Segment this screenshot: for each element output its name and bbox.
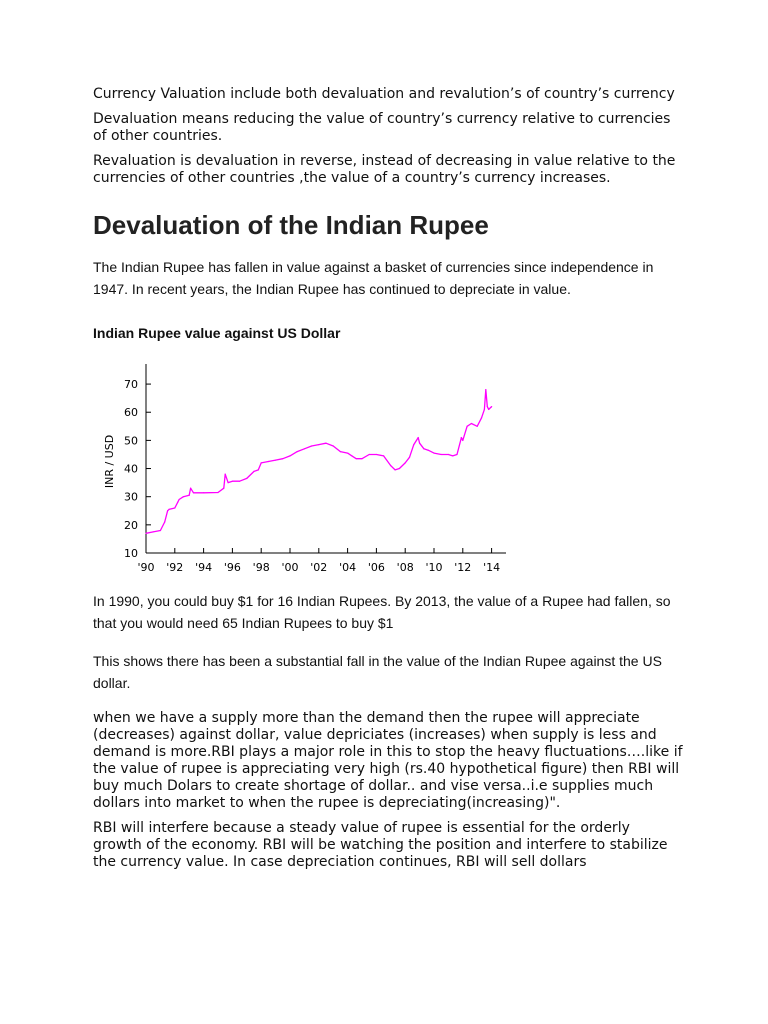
data-point [351, 455, 352, 456]
data-point [225, 474, 226, 475]
data-point [311, 445, 312, 446]
x-tick-label: '10 [425, 561, 443, 574]
body-paragraph-2: RBI will interfere because a steady value of rupee is essential for the orderly growth of the economy. RBI will be watching the position and interfere to stabilize the currency value. In case depreciation continues, RBI will sell dollars [93, 820, 668, 870]
data-point [168, 509, 169, 510]
data-point [297, 451, 298, 452]
data-point [289, 455, 290, 456]
x-tick-label: '98 [252, 561, 270, 574]
chart-title: Indian Rupee value against US Dollar [93, 325, 341, 341]
y-tick-label: 30 [124, 490, 138, 504]
data-point [448, 454, 449, 455]
data-point [253, 471, 254, 472]
data-point [325, 443, 326, 444]
x-tick-label: '94 [195, 561, 213, 574]
data-point [193, 492, 194, 493]
x-tick-label: '90 [137, 561, 155, 574]
document-page [93, 86, 683, 879]
data-point [167, 510, 168, 511]
data-point [485, 389, 486, 390]
data-point [189, 495, 190, 496]
x-tick-label: '14 [483, 561, 501, 574]
section-heading: Devaluation of the Indian Rupee [93, 210, 489, 240]
data-point [239, 481, 240, 482]
chart-container [83, 362, 523, 582]
data-point [304, 448, 305, 449]
x-tick-label: '02 [310, 561, 328, 574]
data-point [361, 458, 362, 459]
data-point [399, 468, 400, 469]
data-point [333, 445, 334, 446]
data-point [223, 488, 224, 489]
data-point [261, 462, 262, 463]
rupee-usd-line-chart [83, 362, 523, 582]
y-tick-label: 10 [124, 547, 138, 560]
data-point [481, 417, 482, 418]
data-point [232, 481, 233, 482]
data-point [318, 444, 319, 445]
data-point [390, 465, 391, 466]
data-point [217, 492, 218, 493]
x-tick-label: '08 [396, 561, 414, 574]
data-point [340, 451, 341, 452]
data-point [246, 478, 247, 479]
data-point [462, 440, 463, 441]
data-point [177, 502, 178, 503]
body-paragraph-1: when we have a supply more than the demand then the rupee will appreciate (decreases) against dollar, value depriciates (increases) when supply is less and demand is more.RBI plays a major role in this to stop the heavy fluctuations….like if the value of rupee is appreciating very high (rs.40 hypothetical figure) then RBI will buy much Dolars to create shortage of dollar.. and vise versa..i.e supplies much dollars into market to when the rupee is depreciating(increasing)". [93, 710, 683, 811]
data-point [227, 482, 228, 483]
section-paragraph-1: The Indian Rupee has fallen in value against a basket of currencies since independence in 1947. In recent years, the Indian Rupee has continued to depreciate in value. [93, 259, 654, 297]
x-tick-label: '06 [367, 561, 385, 574]
x-tick-label: '12 [454, 561, 472, 574]
data-point [419, 443, 420, 444]
data-point [282, 458, 283, 459]
intro-paragraph-3: Revaluation is devaluation in reverse, instead of decreasing in value relative to the currencies of other countries ,the value of a country’s currency increases. [93, 153, 676, 186]
data-point [179, 499, 180, 500]
intro-paragraph-1: Currency Valuation include both devaluation and revalution’s of country’s currency [93, 86, 675, 102]
data-point [275, 459, 276, 460]
data-point [441, 454, 442, 455]
x-tick-label: '00 [281, 561, 299, 574]
data-point [433, 452, 434, 453]
data-point [418, 437, 419, 438]
data-point [456, 454, 457, 455]
data-point [409, 457, 410, 458]
data-point [477, 426, 478, 427]
data-point [174, 507, 175, 508]
data-point [488, 409, 489, 410]
data-point [395, 469, 396, 470]
data-point [405, 462, 406, 463]
x-tick-label: '92 [166, 561, 184, 574]
data-point [145, 533, 146, 534]
data-point [452, 455, 453, 456]
data-point [383, 455, 384, 456]
data-point [484, 409, 485, 410]
data-point [190, 488, 191, 489]
y-tick-label: 60 [124, 406, 138, 420]
data-point [356, 458, 357, 459]
data-point [153, 531, 154, 532]
data-point [376, 454, 377, 455]
y-tick-label: 70 [124, 378, 138, 392]
x-tick-label: '04 [339, 561, 357, 574]
data-point [487, 406, 488, 407]
data-point [471, 423, 472, 424]
data-point [258, 469, 259, 470]
x-tick-label: '96 [223, 561, 241, 574]
intro-paragraph-2: Devaluation means reducing the value of country’s currency relative to currencies of other countries. [93, 111, 671, 144]
data-point [160, 530, 161, 531]
data-point [461, 437, 462, 438]
y-axis-label: INR / USD [103, 434, 116, 489]
series-line-inr-usd [146, 390, 492, 534]
data-point [491, 406, 492, 407]
data-point [347, 452, 348, 453]
section-paragraph-3: This shows there has been a substantial fall in the value of the Indian Rupee against the US dollar. [93, 653, 662, 691]
y-tick-label: 40 [124, 462, 138, 476]
y-tick-label: 50 [124, 434, 138, 448]
data-point [467, 426, 468, 427]
data-point [183, 496, 184, 497]
data-point [413, 444, 414, 445]
data-point [203, 492, 204, 493]
data-point [428, 450, 429, 451]
data-point [423, 448, 424, 449]
y-tick-label: 20 [124, 518, 138, 532]
section-paragraph-2: In 1990, you could buy $1 for 16 Indian Rupees. By 2013, the value of a Rupee had fallen, so that you would need 65 Indian Rupees to buy $1 [93, 593, 671, 631]
data-point [369, 454, 370, 455]
data-point [164, 521, 165, 522]
data-point [268, 461, 269, 462]
